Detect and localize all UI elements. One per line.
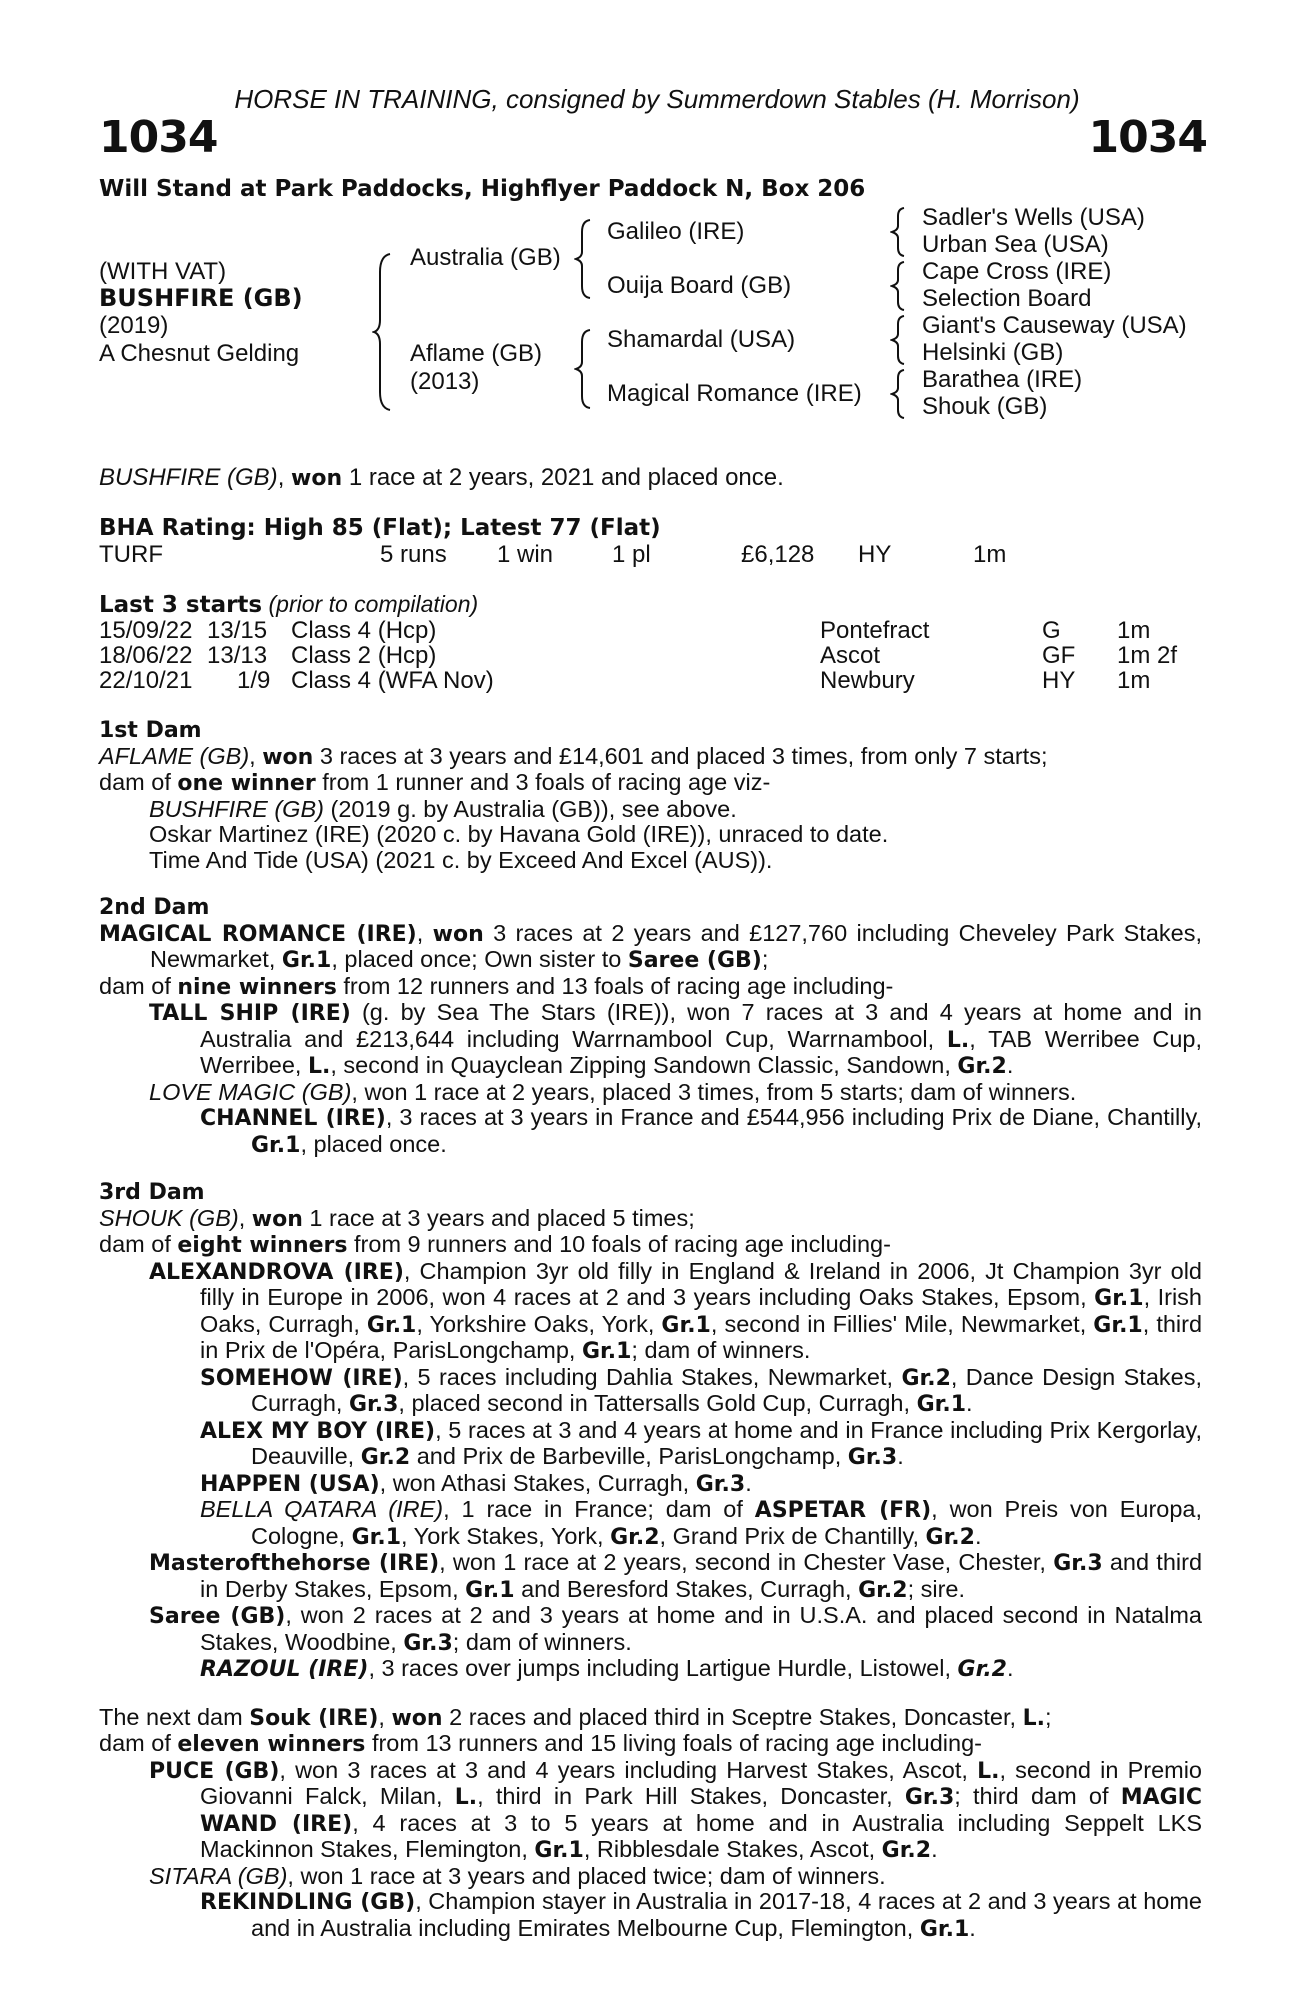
lot-number-left: 1034 bbox=[99, 112, 218, 163]
stable-location: Will Stand at Park Paddocks, Highflyer Paddock N, Box 206 bbox=[99, 176, 866, 202]
start-race: Class 4 (Hcp) bbox=[291, 617, 437, 644]
grand-progeny-entry: ALEX MY BOY (IRE), 5 races at 3 and 4 years at home and in France including Prix Kergorlay, Deauville, Gr.2 and Prix de Barbeville, ParisLongchamp, Gr.3. bbox=[200, 1416, 1202, 1470]
horse-summary: BUSHFIRE (GB), won 1 race at 2 years, 2021 and placed once. bbox=[99, 464, 784, 491]
grand-progeny-entry: RAZOUL (IRE), 3 races over jumps including Lartigue Hurdle, Listowel, Gr.2. bbox=[200, 1655, 1014, 1682]
vat-note: (WITH VAT) bbox=[99, 258, 227, 285]
progeny-entry: ALEXANDROVA (IRE), Champion 3yr old filly in England & Ireland in 2006, Jt Champion 3yr old filly in Europe in 2006, won 4 races at 2 and 3 years including Oaks Stakes, Epsom, Gr.1, Irish Oaks, Curragh, Gr.1, Yorkshire Oaks, York, Gr.1, second in Fillies' Mile, Newmarket, Gr.1, third in Prix de l'Opéra, ParisLongchamp, Gr.1; dam of winners. bbox=[149, 1257, 1203, 1364]
start-going: HY bbox=[1042, 667, 1076, 694]
pedigree-brace-ds bbox=[890, 314, 908, 366]
start-position: 1/9 bbox=[237, 667, 271, 694]
first-dam-heading: 1st Dam bbox=[99, 718, 202, 743]
second-dam-produce: dam of nine winners from 12 runners and 13 foals of racing age including- bbox=[99, 972, 894, 1000]
start-race: Class 4 (WFA Nov) bbox=[291, 667, 494, 694]
third-dam-produce: dam of eight winners from 9 runners and 10 foals of racing age including- bbox=[99, 1231, 891, 1258]
pedigree-sds: Cape Cross (IRE) bbox=[922, 258, 1112, 285]
pedigree-brace-ss bbox=[890, 206, 908, 258]
rating-runs: 5 runs bbox=[380, 541, 447, 568]
bha-rating: BHA Rating: High 85 (Flat); Latest 77 (Flat) bbox=[99, 515, 661, 541]
pedigree-ssd: Urban Sea (USA) bbox=[922, 231, 1109, 258]
pedigree-brace-sire bbox=[574, 218, 594, 300]
pedigree-dam: Aflame (GB) bbox=[410, 340, 543, 367]
pedigree-dds: Barathea (IRE) bbox=[922, 366, 1083, 393]
third-dam-record: SHOUK (GB), won 1 race at 3 years and placed 5 times; bbox=[99, 1204, 695, 1232]
start-position: 13/13 bbox=[207, 642, 268, 669]
third-dam-heading: 3rd Dam bbox=[99, 1180, 205, 1205]
horse-year: (2019) bbox=[99, 312, 169, 339]
start-position: 13/15 bbox=[207, 617, 268, 644]
page-header: HORSE IN TRAINING, consigned by Summerdown Stables (H. Morrison) bbox=[234, 84, 1080, 114]
rating-distance: 1m bbox=[973, 541, 1007, 568]
rating-placed: 1 pl bbox=[612, 541, 651, 568]
progeny-entry: PUCE (GB), won 3 races at 3 and 4 years including Harvest Stakes, Ascot, L., second in Premio Giovanni Falck, Milan, L., third in Park Hill Stakes, Doncaster, Gr.3; third dam of MAGIC WAND (IRE), 4 races at 3 to 5 years at home and in Australia including Seppelt LKS Mackinnon Stakes, Flemington, Gr.1, Ribblesdale Stakes, Ascot, Gr.2. bbox=[149, 1756, 1203, 1863]
grand-progeny-entry: SOMEHOW (IRE), 5 races including Dahlia Stakes, Newmarket, Gr.2, Dance Design Stakes, Curragh, Gr.3, placed second in Tattersalls Gold Cup, Curragh, Gr.1. bbox=[200, 1363, 1202, 1417]
start-going: GF bbox=[1042, 642, 1076, 669]
pedigree-dsd: Helsinki (GB) bbox=[922, 339, 1064, 366]
start-date: 15/09/22 bbox=[99, 617, 193, 644]
start-course: Ascot bbox=[820, 642, 881, 669]
grand-progeny-entry: CHANNEL (IRE), 3 races at 3 years in France and £544,956 including Prix de Diane, Chantilly, Gr.1, placed once. bbox=[200, 1104, 1202, 1158]
rating-prize: £6,128 bbox=[741, 541, 815, 568]
progeny-entry: LOVE MAGIC (GB), won 1 race at 2 years, placed 3 times, from 5 starts; dam of winners. bbox=[149, 1078, 1077, 1105]
family-text bbox=[99, 718, 1202, 1942]
next-dam-produce: dam of eleven winners from 13 runners and 15 living foals of racing age including- bbox=[99, 1730, 982, 1757]
pedigree-dss: Giant's Causeway (USA) bbox=[922, 312, 1187, 339]
progeny-entry: Time And Tide (USA) (2021 c. by Exceed And Excel (AUS)). bbox=[149, 846, 773, 873]
start-course: Newbury bbox=[820, 667, 915, 694]
pedigree-sire-sire: Galileo (IRE) bbox=[607, 218, 745, 245]
start-distance: 1m bbox=[1117, 617, 1151, 644]
start-distance: 1m 2f bbox=[1117, 642, 1178, 669]
start-going: G bbox=[1042, 617, 1061, 644]
progeny-entry: Oskar Martinez (IRE) (2020 c. by Havana Gold (IRE)), unraced to date. bbox=[149, 821, 889, 847]
first-dam-record: AFLAME (GB), won 3 races at 3 years and £14,601 and placed 3 times, from only 7 starts; bbox=[99, 742, 1048, 770]
start-date: 18/06/22 bbox=[99, 642, 193, 669]
second-dam-record: MAGICAL ROMANCE (IRE), won 3 races at 2 years and £127,760 including Cheveley Park Stakes, Newmarket, Gr.1, placed once; Own sister to Saree (GB); bbox=[99, 919, 1202, 973]
pedigree-brace-main bbox=[372, 252, 396, 412]
rating-surface: TURF bbox=[99, 541, 163, 568]
start-race: Class 2 (Hcp) bbox=[291, 642, 437, 669]
progeny-entry: SITARA (GB), won 1 race at 3 years and placed twice; dam of winners. bbox=[149, 1862, 886, 1889]
pedigree-dam-year: (2013) bbox=[410, 368, 480, 395]
pedigree-dam-dam: Magical Romance (IRE) bbox=[607, 380, 862, 407]
grand-progeny-entry: REKINDLING (GB), Champion stayer in Australia in 2017-18, 4 races at 2 and 3 years at home and in Australia including Emirates Melbourne Cup, Flemington, Gr.1. bbox=[200, 1888, 1203, 1942]
start-distance: 1m bbox=[1117, 667, 1151, 694]
next-dam-record: The next dam Souk (IRE), won 2 races and placed third in Sceptre Stakes, Doncaster, L.; bbox=[99, 1703, 1052, 1731]
lot-number-right: 1034 bbox=[1088, 112, 1207, 163]
pedigree-sire-dam: Ouija Board (GB) bbox=[607, 272, 792, 299]
last-starts-heading: Last 3 starts (prior to compilation) bbox=[99, 591, 479, 618]
grand-progeny-entry: BELLA QATARA (IRE), 1 race in France; dam of ASPETAR (FR), won Preis von Europa, Cologne, Gr.1, York Stakes, York, Gr.2, Grand Prix de Chantilly, Gr.2. bbox=[200, 1496, 1203, 1550]
progeny-entry: BUSHFIRE (GB) (2019 g. by Australia (GB)), see above. bbox=[149, 795, 737, 822]
progeny-entry: Saree (GB), won 2 races at 2 and 3 years at home and in U.S.A. and placed second in Natalma Stakes, Woodbine, Gr.3; dam of winners. bbox=[149, 1602, 1202, 1656]
pedigree-sdd: Selection Board bbox=[922, 285, 1092, 312]
start-course: Pontefract bbox=[820, 617, 930, 644]
progeny-entry: Masterofthehorse (IRE), won 1 race at 2 years, second in Chester Vase, Chester, Gr.3 and third in Derby Stakes, Epsom, Gr.1 and Beresford Stakes, Curragh, Gr.2; sire. bbox=[149, 1549, 1203, 1603]
horse-description: A Chesnut Gelding bbox=[99, 340, 300, 367]
progeny-entry: TALL SHIP (IRE) (g. by Sea The Stars (IRE)), won 7 races at 3 and 4 years at home and in Australia and £213,644 including Warrnambool Cup, Warrnambool, L., TAB Werribee Cup, Werribee, L., second in Quayclean Zipping Sandown Classic, Sandown, Gr.2. bbox=[149, 999, 1203, 1079]
grand-progeny-entry: HAPPEN (USA), won Athasi Stakes, Curragh, Gr.3. bbox=[200, 1469, 752, 1497]
first-dam-produce: dam of one winner from 1 runner and 3 foals of racing age viz- bbox=[99, 769, 771, 796]
pedigree-brace-sd bbox=[890, 260, 908, 312]
pedigree-ddd: Shouk (GB) bbox=[922, 393, 1048, 420]
pedigree-sss: Sadler's Wells (USA) bbox=[922, 204, 1145, 231]
pedigree-brace-dd bbox=[890, 368, 908, 420]
pedigree-brace-dam bbox=[574, 328, 594, 410]
rating-going: HY bbox=[858, 541, 892, 568]
pedigree-dam-sire: Shamardal (USA) bbox=[607, 326, 796, 353]
second-dam-heading: 2nd Dam bbox=[99, 895, 210, 920]
rating-wins: 1 win bbox=[497, 541, 554, 568]
start-date: 22/10/21 bbox=[99, 667, 193, 694]
horse-name: BUSHFIRE (GB) bbox=[99, 284, 303, 312]
pedigree-sire: Australia (GB) bbox=[410, 244, 561, 271]
